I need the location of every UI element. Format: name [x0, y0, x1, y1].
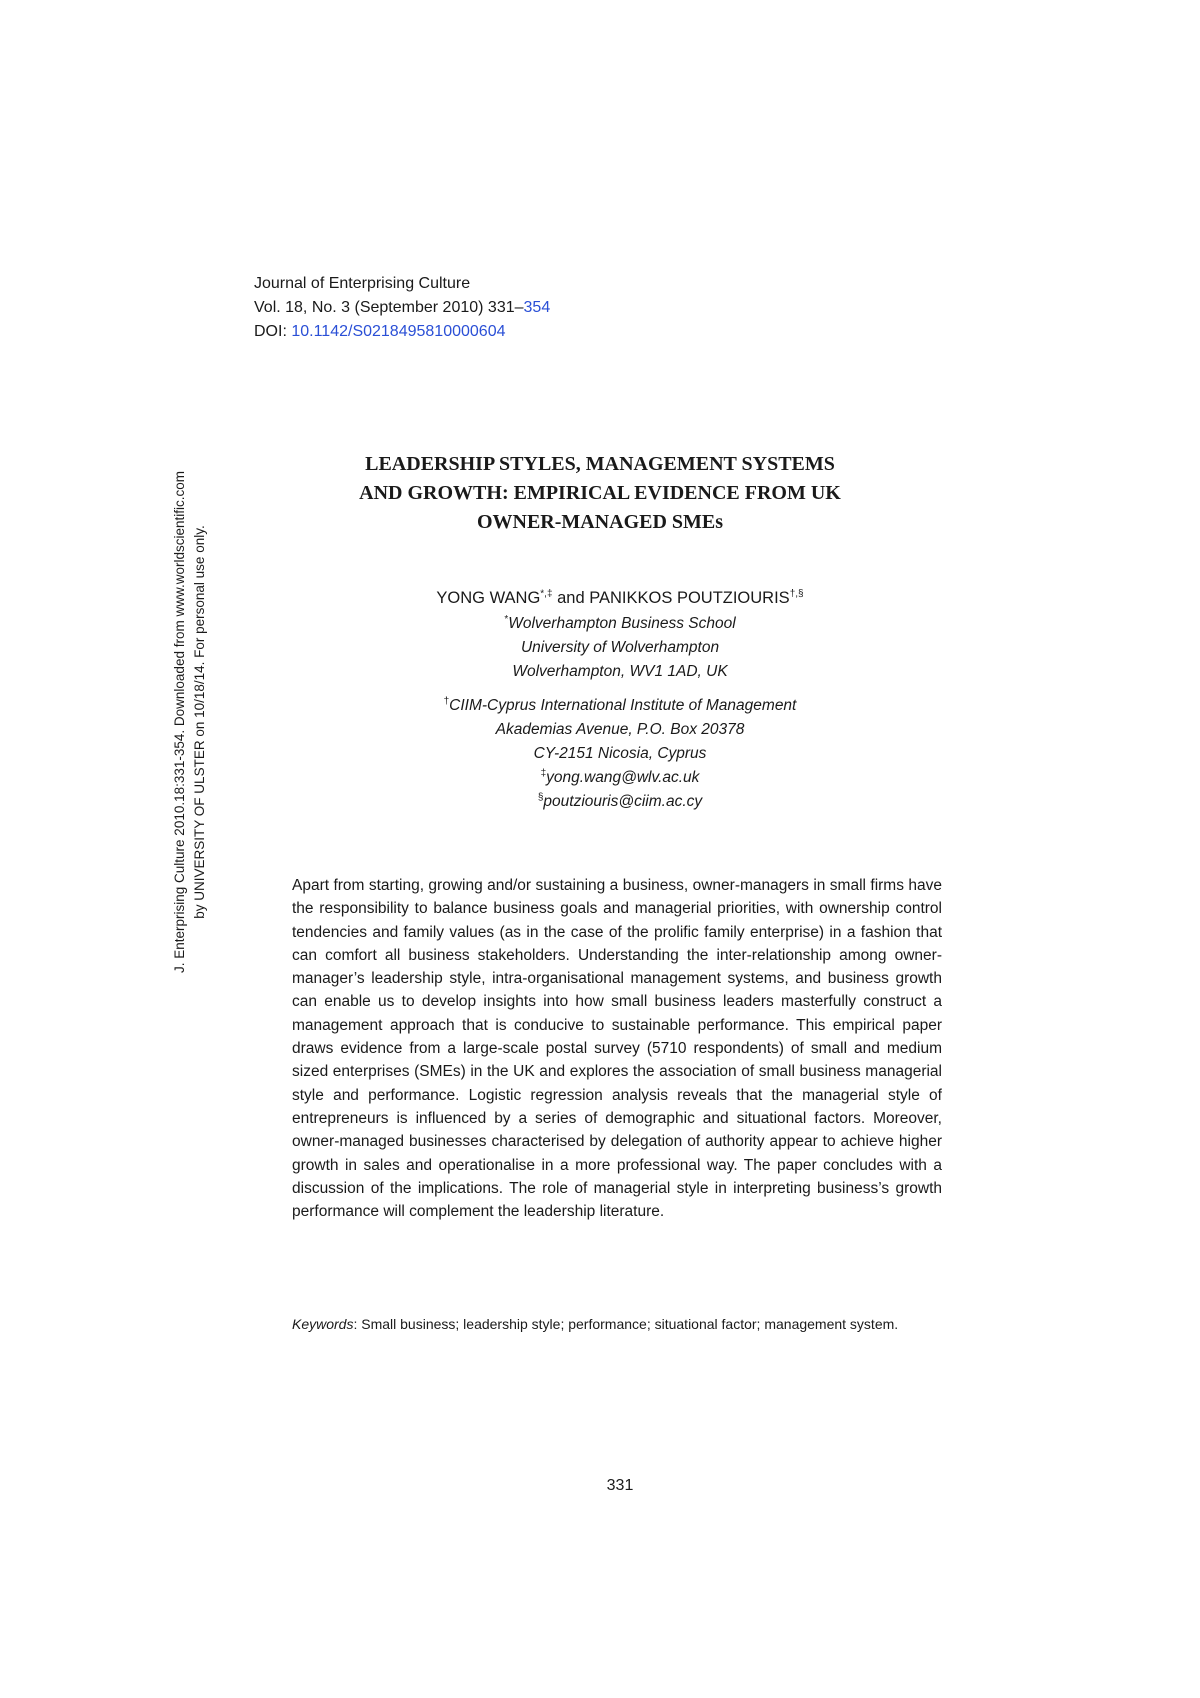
watermark-text — [170, 471, 210, 973]
title-line: OWNER-MANAGED SMEs — [476, 511, 724, 533]
doi-label: DOI: — [254, 323, 287, 340]
email-mark: ‡ — [540, 767, 547, 779]
author-email[interactable]: poutziouris@ciim.ac.cy — [543, 793, 703, 810]
keywords-label: Keywords — [292, 1316, 354, 1332]
keywords-text: : Small business; leadership style; performance; situational factor; management system. — [353, 1316, 899, 1332]
affiliation-text: Wolverhampton Business School — [508, 615, 736, 632]
title-line: LEADERSHIP STYLES, MANAGEMENT SYSTEMS — [365, 453, 835, 475]
author-marks: *,‡ — [540, 588, 553, 600]
watermark-line: by UNIVERSITY OF ULSTER on 10/18/14. For personal use only. — [192, 525, 207, 919]
affiliation-mark: * — [504, 613, 509, 625]
doi-link[interactable]: 10.1142/S0218495810000604 — [291, 323, 506, 340]
journal-name: Journal of Enterprising Culture — [254, 275, 471, 292]
affiliation-line: Wolverhampton, WV1 1AD, UK — [512, 663, 728, 680]
affiliation-line: University of Wolverhampton — [520, 639, 720, 656]
abstract-text: Apart from starting, growing and/or sustaining a business, owner-managers in small firms have the responsibility to balance business goals and managerial priorities, with ownership control tendencies and family values (as in the case of the prolific family enterprise) in a fashion that can comfort all business stakeholders. Understanding the inter-relationship among owner-manager’s leadership style, intra-organisational management systems, and business growth can enable us to develop insights into how small business leaders masterfully construct a management approach that is conducive to sustainable performance. This empirical paper draws evidence from a large-scale postal survey (5710 respondents) of small and medium sized enterprises (SMEs) in the UK and explores the association of small business managerial style and performance. Logistic regression analysis reveals that the managerial style of entrepreneurs is influenced by a series of demographic and situational factors. Moreover, owner-managed businesses characterised by delegation of authority appear to achieve higher growth in sales and operationalise in a more professional way. The paper concludes with a discussion of the implications. The role of managerial style in interpreting business’s growth performance will complement the leadership literature. — [292, 877, 942, 1221]
keywords — [292, 1313, 942, 1336]
end-page-link[interactable]: 354 — [523, 299, 551, 316]
journal-doi — [254, 320, 550, 344]
watermark-line: J. Enterprising Culture 2010.18:331-354. Downloaded from www.worldscientific.com — [172, 471, 187, 973]
journal-volume — [254, 296, 550, 320]
affiliation-line: CY-2151 Nicosia, Cyprus — [533, 745, 707, 762]
volume-text: Vol. 18, No. 3 (September 2010) 331– — [254, 299, 524, 316]
author-name: PANIKKOS POUTZIOURIS — [589, 589, 790, 607]
affiliation-text: CIIM-Cyprus International Institute of Management — [449, 697, 797, 714]
author-name: YONG WANG — [436, 589, 541, 607]
author-email[interactable]: yong.wang@wlv.ac.uk — [546, 769, 700, 786]
title-line: AND GROWTH: EMPIRICAL EVIDENCE FROM UK — [359, 482, 841, 504]
author-marks: †,§ — [789, 588, 804, 600]
journal-header — [254, 272, 550, 344]
affiliation-mark: † — [443, 695, 450, 707]
page-number: 331 — [606, 1477, 634, 1494]
affiliation-line: Akademias Avenue, P.O. Box 20378 — [495, 721, 745, 738]
author-joiner: and — [552, 589, 590, 607]
email-mark: § — [537, 791, 544, 803]
